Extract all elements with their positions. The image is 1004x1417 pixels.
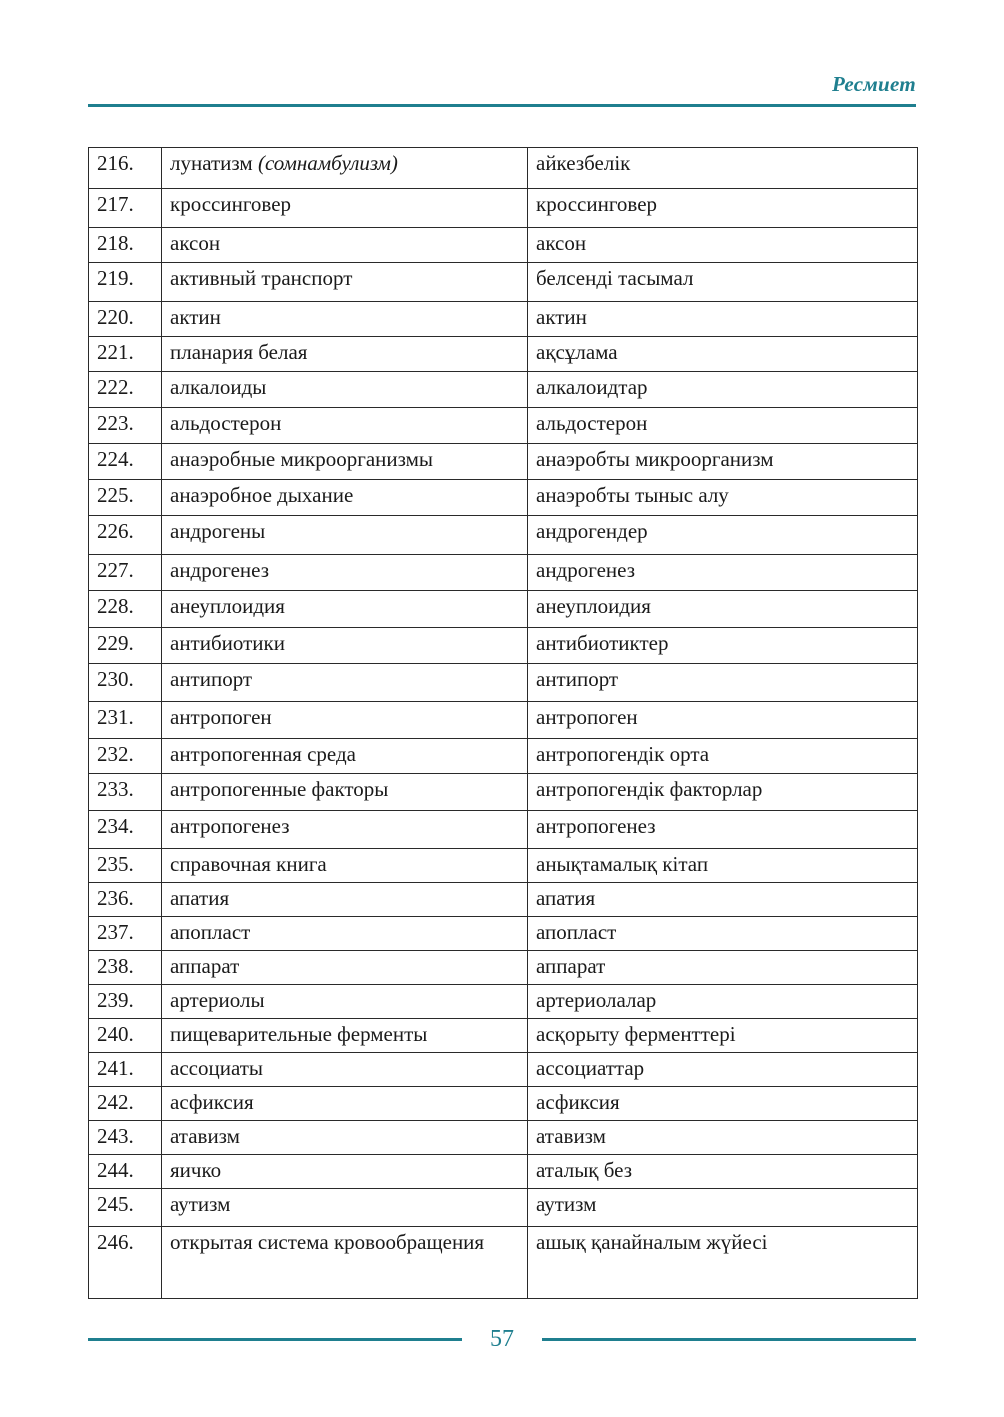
russian-term: пищеварительные ферменты xyxy=(162,1019,528,1053)
kazakh-term: антропогенез xyxy=(528,811,918,849)
table-row xyxy=(89,1227,918,1299)
table-row xyxy=(89,849,918,883)
page-number: 57 xyxy=(490,1326,514,1352)
kazakh-term: актин xyxy=(528,302,918,337)
term-number: 216. xyxy=(89,148,162,189)
footer-divider-right xyxy=(542,1338,916,1341)
kazakh-term: анаэробты тыныс алу xyxy=(528,480,918,516)
term-number: 221. xyxy=(89,337,162,372)
term-number: 219. xyxy=(89,263,162,302)
term-number: 232. xyxy=(89,739,162,774)
term-number: 237. xyxy=(89,917,162,951)
table-row xyxy=(89,774,918,811)
term-number: 241. xyxy=(89,1053,162,1087)
term-number: 223. xyxy=(89,408,162,444)
kazakh-term: антропогендік орта xyxy=(528,739,918,774)
term-number: 245. xyxy=(89,1189,162,1227)
russian-term: анаэробное дыхание xyxy=(162,480,528,516)
russian-term: анеуплоидия xyxy=(162,591,528,628)
kazakh-term: антропогендік факторлар xyxy=(528,774,918,811)
term-number: 228. xyxy=(89,591,162,628)
kazakh-term: ақсұлама xyxy=(528,337,918,372)
russian-term: открытая система кровообращения xyxy=(162,1227,528,1299)
term-number: 236. xyxy=(89,883,162,917)
table-row xyxy=(89,702,918,739)
kazakh-term: аппарат xyxy=(528,951,918,985)
kazakh-term: антропоген xyxy=(528,702,918,739)
table-row xyxy=(89,811,918,849)
table-row xyxy=(89,302,918,337)
table-row xyxy=(89,739,918,774)
kazakh-term: андрогенез xyxy=(528,555,918,591)
table-row xyxy=(89,664,918,702)
term-number: 238. xyxy=(89,951,162,985)
table-row xyxy=(89,263,918,302)
kazakh-term: анаэробты микроорганизм xyxy=(528,444,918,480)
term-number: 231. xyxy=(89,702,162,739)
term-number: 239. xyxy=(89,985,162,1019)
kazakh-term: атавизм xyxy=(528,1121,918,1155)
table-row xyxy=(89,228,918,263)
russian-term: аксон xyxy=(162,228,528,263)
kazakh-term: аксон xyxy=(528,228,918,263)
table-row xyxy=(89,555,918,591)
russian-term: аппарат xyxy=(162,951,528,985)
term-number: 235. xyxy=(89,849,162,883)
table-row xyxy=(89,444,918,480)
footer-divider-left xyxy=(88,1338,462,1341)
kazakh-term: белсенді тасымал xyxy=(528,263,918,302)
russian-term-text: лунатизм xyxy=(170,151,253,175)
table-row xyxy=(89,628,918,664)
russian-term: антропоген xyxy=(162,702,528,739)
glossary-table xyxy=(88,147,918,1299)
kazakh-term: апатия xyxy=(528,883,918,917)
term-number: 222. xyxy=(89,372,162,408)
table-row xyxy=(89,1019,918,1053)
term-number: 234. xyxy=(89,811,162,849)
russian-term: антипорт xyxy=(162,664,528,702)
russian-term: анаэробные микроорганизмы xyxy=(162,444,528,480)
table-row xyxy=(89,883,918,917)
russian-term-note: (сомнамбулизм) xyxy=(257,151,398,175)
kazakh-term: кроссинговер xyxy=(528,189,918,228)
russian-term: артериолы xyxy=(162,985,528,1019)
russian-term: активный транспорт xyxy=(162,263,528,302)
table-row xyxy=(89,1121,918,1155)
russian-term: альдостерон xyxy=(162,408,528,444)
table-row xyxy=(89,1053,918,1087)
kazakh-term: айкезбелік xyxy=(528,148,918,189)
kazakh-term: альдостерон xyxy=(528,408,918,444)
russian-term: апатия xyxy=(162,883,528,917)
term-number: 243. xyxy=(89,1121,162,1155)
table-row xyxy=(89,917,918,951)
term-number: 226. xyxy=(89,516,162,555)
term-number: 242. xyxy=(89,1087,162,1121)
term-number: 230. xyxy=(89,664,162,702)
term-number: 224. xyxy=(89,444,162,480)
table-row xyxy=(89,337,918,372)
term-number: 229. xyxy=(89,628,162,664)
russian-term: андрогенез xyxy=(162,555,528,591)
header-divider xyxy=(88,104,916,107)
kazakh-term: ашық қанайналым жүйесі xyxy=(528,1227,918,1299)
kazakh-term: антипорт xyxy=(528,664,918,702)
kazakh-term: аталық без xyxy=(528,1155,918,1189)
russian-term: кроссинговер xyxy=(162,189,528,228)
russian-term: асфиксия xyxy=(162,1087,528,1121)
term-number: 227. xyxy=(89,555,162,591)
table-row xyxy=(89,480,918,516)
table-row xyxy=(89,372,918,408)
russian-term: справочная книга xyxy=(162,849,528,883)
table-row xyxy=(89,1155,918,1189)
kazakh-term: антибиотиктер xyxy=(528,628,918,664)
russian-term: планария белая xyxy=(162,337,528,372)
term-number: 218. xyxy=(89,228,162,263)
term-number: 217. xyxy=(89,189,162,228)
table-row xyxy=(89,189,918,228)
table-row xyxy=(89,148,918,189)
table-row xyxy=(89,516,918,555)
table-row xyxy=(89,985,918,1019)
kazakh-term: анеуплоидия xyxy=(528,591,918,628)
russian-term: антропогенная среда xyxy=(162,739,528,774)
term-number: 220. xyxy=(89,302,162,337)
kazakh-term: андрогендер xyxy=(528,516,918,555)
kazakh-term: асфиксия xyxy=(528,1087,918,1121)
kazakh-term: ассоциаттар xyxy=(528,1053,918,1087)
table-row xyxy=(89,591,918,628)
russian-term: антибиотики xyxy=(162,628,528,664)
kazakh-term: аутизм xyxy=(528,1189,918,1227)
russian-term: антропогенез xyxy=(162,811,528,849)
kazakh-term: апопласт xyxy=(528,917,918,951)
russian-term: алкалоиды xyxy=(162,372,528,408)
russian-term: антропогенные факторы xyxy=(162,774,528,811)
russian-term: андрогены xyxy=(162,516,528,555)
russian-term: аутизм xyxy=(162,1189,528,1227)
term-number: 244. xyxy=(89,1155,162,1189)
kazakh-term: асқорыту ферменттері xyxy=(528,1019,918,1053)
table-row xyxy=(89,1087,918,1121)
term-number: 225. xyxy=(89,480,162,516)
russian-term: актин xyxy=(162,302,528,337)
russian-term: ассоциаты xyxy=(162,1053,528,1087)
russian-term: яичко xyxy=(162,1155,528,1189)
table-row xyxy=(89,408,918,444)
term-number: 240. xyxy=(89,1019,162,1053)
section-title: Ресмиет xyxy=(832,72,916,96)
table-row xyxy=(89,951,918,985)
kazakh-term: алкалоидтар xyxy=(528,372,918,408)
kazakh-term: анықтамалық кітап xyxy=(528,849,918,883)
russian-term xyxy=(162,148,528,189)
term-number: 233. xyxy=(89,774,162,811)
term-number: 246. xyxy=(89,1227,162,1299)
table-row xyxy=(89,1189,918,1227)
russian-term: апопласт xyxy=(162,917,528,951)
russian-term: атавизм xyxy=(162,1121,528,1155)
kazakh-term: артериолалар xyxy=(528,985,918,1019)
